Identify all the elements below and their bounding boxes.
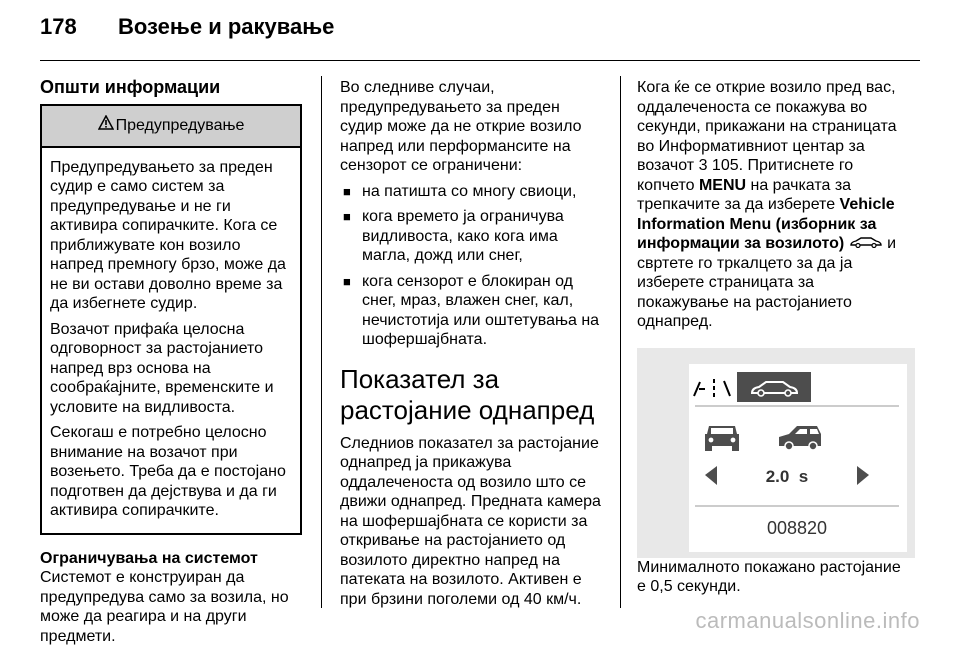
list-item: ■ кога времето ја ограничува видливоста, како кога има магла, дожд или снег, bbox=[343, 208, 564, 264]
warning-box bbox=[40, 104, 302, 535]
selected-tab bbox=[737, 372, 811, 402]
instructions-paragraph: Кога ќе се открие возило пред вас, оддалеченоста се покажува во секунди, прикажани на страницата во Информативниот центар за возачот 3 105. Притиснете го копчето MENU на рачката за трепкачите за да изберете Vehicle Information Menu (изборник за информации за возилото) и свртете го тркалцето за да ја изберете страницата за покажување на растојанието однапред. bbox=[637, 79, 897, 330]
warning-body bbox=[42, 148, 300, 533]
column-2 bbox=[340, 78, 604, 613]
warning-paragraph: Возачот прифаќа целосна одговорност за растојанието напред врз основа на сообраќајните, временските и условите на видливоста. bbox=[50, 320, 274, 416]
bullet-icon: ■ bbox=[343, 209, 351, 224]
warning-title: Предупредување bbox=[115, 116, 245, 134]
watermark: carmanualsonline.info bbox=[695, 608, 920, 633]
figure-caption: Минималното покажано растојание е 0,5 секунди. bbox=[637, 558, 901, 595]
car-outline-icon bbox=[849, 235, 883, 252]
page-number: 178 bbox=[40, 14, 77, 39]
distance-value: 2.0 s bbox=[765, 466, 809, 486]
list-item: ■ кога сензорот е блокиран од снег, мраз, влажен снег, кал, нечистотија или оштетувања на шофершајбната. bbox=[343, 272, 600, 348]
section-paragraph: Следниов показател за растојание однапред ја прикажува оддалеченоста од возило што се движи однапред. Предната камера на шофершајбната се користи за откривање на растојанието од возилото директно напред на патеката на возилото. Активен е при брзини поголеми од 40 км/ч. bbox=[340, 434, 601, 608]
conditions-list bbox=[340, 182, 604, 350]
distance-display-illustration bbox=[637, 348, 915, 558]
header-rule bbox=[40, 60, 920, 61]
column-divider bbox=[620, 76, 621, 608]
warning-paragraph: Секогаш е потребно целосно внимание на возачот при возењето. Треба да е постојано подготвен да дејствува и да ги активира сопирачките. bbox=[50, 424, 286, 519]
column-divider bbox=[321, 76, 322, 608]
warning-triangle-icon bbox=[98, 115, 114, 136]
page-ref-icon: 3 bbox=[698, 157, 708, 174]
bullet-icon: ■ bbox=[343, 183, 351, 199]
section-title: Општи информации bbox=[40, 77, 221, 97]
menu-item-label: Vehicle Information Menu (изборник за информации за возилото) bbox=[637, 196, 895, 252]
section-heading: Показател за растојание однапред bbox=[340, 363, 595, 425]
conditions-intro: Во следниве случаи, предупредувањето за преден судир може да не открие возило напред или перформансите на сензорот се ограничени: bbox=[340, 79, 582, 174]
list-item: ■ на патишта со многу свиоци, bbox=[343, 182, 577, 200]
warning-header bbox=[42, 106, 300, 148]
column-3 bbox=[637, 78, 907, 601]
limits-text: Системот е конструиран да предупредува само за возила, но може да реагира и на други предмети. bbox=[40, 569, 289, 645]
odometer-value: 008820 bbox=[766, 517, 828, 538]
warning-paragraph: Предупредувањето за преден судир е само систем за предупредување и не ги активира сопирачките. Кога се приближувате кон возило напред премногу брзо, може да не ви остави доволно време за да избегнете судир. bbox=[50, 158, 286, 312]
limits-title: Ограничувања на системот bbox=[40, 549, 258, 567]
page-title: Возење и ракување bbox=[118, 14, 335, 39]
column-1 bbox=[40, 78, 302, 650]
display-graphic bbox=[637, 348, 915, 558]
menu-button-label: MENU bbox=[698, 176, 747, 194]
bullet-icon: ■ bbox=[343, 273, 351, 289]
